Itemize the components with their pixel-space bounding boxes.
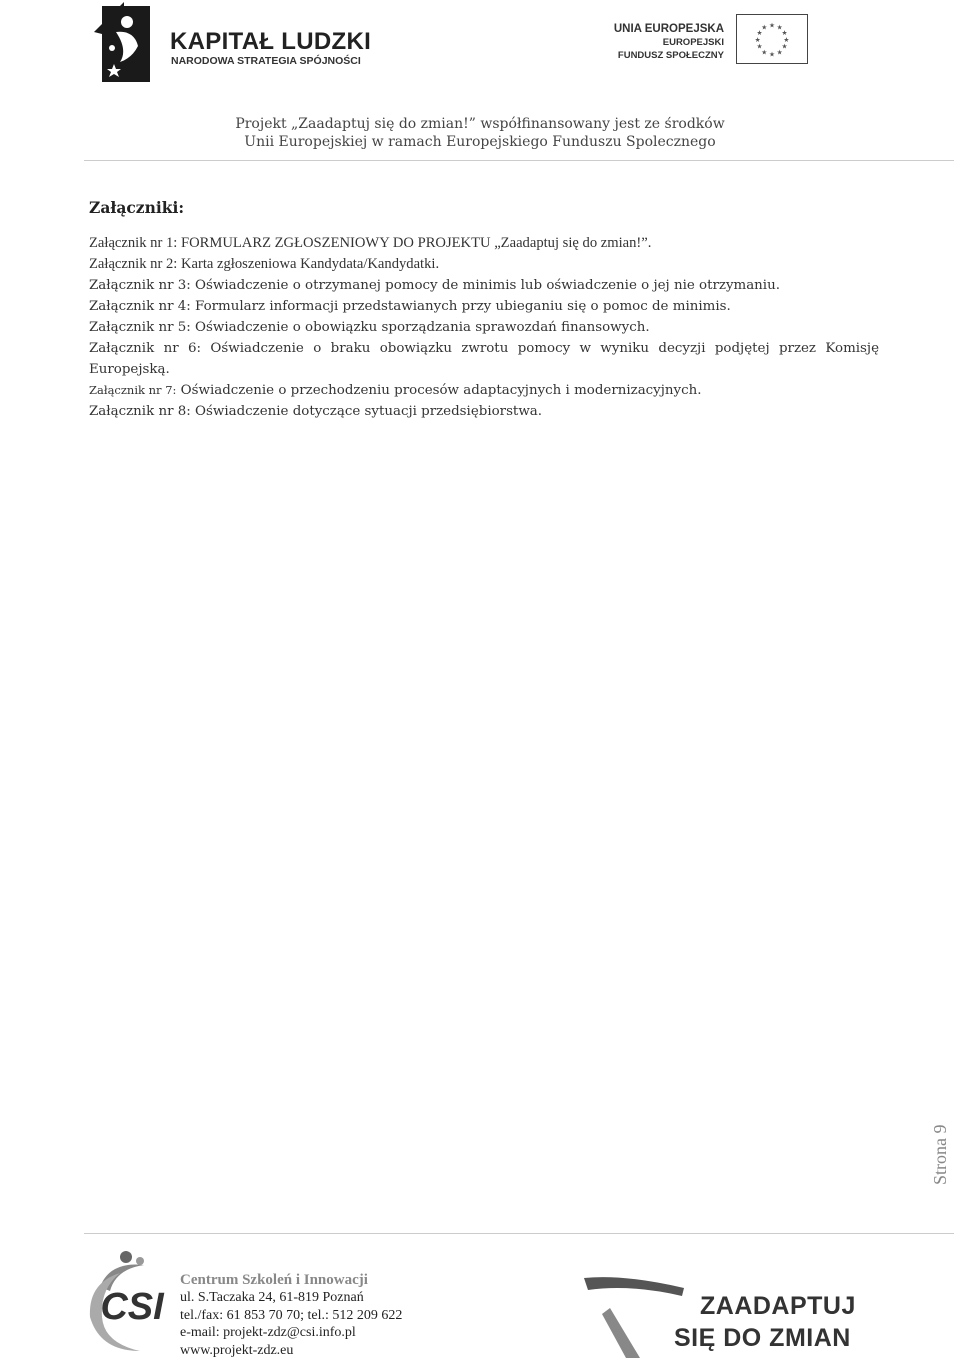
zaadaptuj-line1: ZAADAPTUJ (700, 1292, 856, 1320)
zaadaptuj-line2: SIĘ DO ZMIAN (674, 1324, 851, 1352)
svg-text:★: ★ (776, 48, 783, 57)
svg-text:★: ★ (754, 35, 761, 44)
eu-line3: FUNDUSZ SPOŁECZNY (617, 50, 724, 61)
header-divider (84, 160, 954, 161)
attachment-7-lead: Załącznik nr 7: (89, 383, 177, 397)
kapital-ludzki-subtitle: NARODOWA STRATEGIA SPÓJNOŚCI (171, 55, 361, 67)
address: ul. S.Taczaka 24, 61-819 Poznań (180, 1290, 364, 1305)
zaadaptuj-logo (584, 1274, 854, 1358)
svg-text:★: ★ (768, 21, 776, 30)
svg-text:★: ★ (761, 48, 768, 57)
kapital-ludzki-logo (94, 2, 372, 82)
eu-line1: UNIA EUROPEJSKA (613, 23, 724, 35)
svg-text:★: ★ (768, 50, 776, 59)
svg-text:★: ★ (783, 35, 790, 44)
attachment-item: Załącznik nr 2: Karta zgłoszeniowa Kandydata/Kandydatki. (89, 256, 440, 272)
svg-text:★: ★ (756, 42, 763, 51)
attachment-item: Załącznik nr 5: Oświadczenie o obowiązku sporządzania sprawozdań finansowych. (89, 320, 650, 335)
attachment-item (89, 380, 879, 401)
eu-flag-icon (736, 14, 808, 64)
project-funding-line1: Projekt „Zaadaptuj się do zmian!” współfinansowany jest ze środków (235, 116, 725, 132)
eu-logo (613, 14, 810, 70)
contact-block (180, 1271, 402, 1359)
svg-text:★: ★ (781, 42, 788, 51)
kapital-ludzki-title: KAPITAŁ LUDZKI (170, 28, 372, 55)
eu-line2: EUROPEJSKI (662, 37, 724, 48)
project-funding-line2: Unii Europejskiej w ramach Europejskiego Funduszu Spolecznego (244, 134, 716, 150)
svg-text:★: ★ (761, 23, 768, 32)
attachments-heading: Załączniki: (89, 198, 185, 217)
attachment-item: Załącznik nr 6: Oświadczenie o braku obowiązku zwrotu pomocy w wyniku decyzji podjętej przez Komisję Europejską. (89, 341, 879, 377)
kapital-ludzki-emblem-icon (94, 2, 154, 82)
attachment-item: Załącznik nr 8: Oświadczenie dotyczące sytuacji przedsiębiorstwa. (89, 404, 543, 419)
csi-logo-text: CSI (100, 1286, 164, 1328)
attachment-7-rest: Oświadczenie o przechodzeniu procesów adaptacyjnych i modernizacyjnych. (176, 383, 702, 398)
attachment-item: Załącznik nr 1: FORMULARZ ZGŁOSZENIOWY DO PROJEKTU „Zaadaptuj się do zmian!”. (89, 235, 652, 251)
org-name: Centrum Szkoleń i Innowacji (180, 1272, 368, 1288)
footer-divider (84, 1233, 954, 1234)
phone: tel./fax: 61 853 70 70; tel.: 512 209 622 (180, 1307, 403, 1323)
email-link[interactable]: e-mail: projekt-zdz@csi.info.pl (180, 1325, 356, 1340)
svg-text:★: ★ (776, 23, 783, 32)
page-number: Strona 9 (930, 1124, 950, 1185)
eu-text (614, 23, 724, 62)
website-link[interactable]: www.projekt-zdz.eu (180, 1342, 294, 1358)
attachment-item: Załącznik nr 3: Oświadczenie o otrzymanej pomocy de minimis lub oświadczenie o jej nie otrzymaniu. (89, 278, 780, 293)
attachments-list (89, 233, 879, 422)
attachment-item: Załącznik nr 4: Formularz informacji przedstawianych przy ubieganiu się o pomoc de minimis. (89, 299, 731, 314)
csi-logo-icon (80, 1247, 180, 1357)
svg-text:★: ★ (781, 29, 788, 38)
svg-text:★: ★ (756, 29, 763, 38)
